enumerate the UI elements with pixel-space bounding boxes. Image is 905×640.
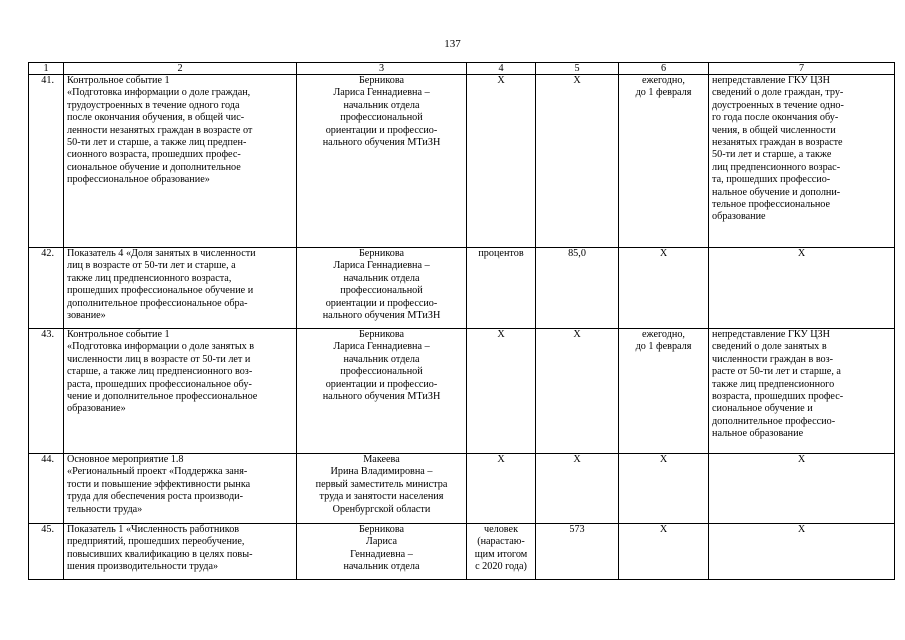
- column-header: 3: [297, 63, 467, 75]
- row-number: 45.: [29, 524, 64, 580]
- row-description: Показатель 4 «Доля занятых в численности лиц в возрасте от 50-ти лет и старше, а также лиц предпенсионного возраста, прошедших профессиональное обучение и дополнительное профессиональное обра- зование»: [64, 248, 297, 329]
- row-description: Основное мероприятие 1.8 «Региональный проект «Поддержка заня- тости и повышение эффективности рынка труда для обеспечения роста производи- тельности труда»: [64, 454, 297, 524]
- row-deadline: ежегодно, до 1 февраля: [619, 329, 709, 454]
- row-note: непредставление ГКУ ЦЗН сведений о доле граждан, тру- доустроенных в течение одно- го года после окончания обу- чения, в общей численности незанятых граждан в возрасте 50-ти лет и старше, а также лиц предпенсионного возрас- та, прошедших профессио- нальное обучение и дополни- тельное профессиональное образование: [709, 75, 895, 248]
- row-description: Показатель 1 «Численность работников предприятий, прошедших переобучение, повысивших квалификацию в целях повы- шения производительности труда»: [64, 524, 297, 580]
- table-row: [29, 524, 895, 580]
- row-responsible: Берникова Лариса Геннадиевна – начальник отдела профессиональной ориентации и профессио- нального обучения МТиЗН: [297, 248, 467, 329]
- row-number: 42.: [29, 248, 64, 329]
- row-value: 85,0: [536, 248, 619, 329]
- row-responsible: Берникова Лариса Геннадиевна – начальник отдела профессиональной ориентации и профессио- нального обучения МТиЗН: [297, 329, 467, 454]
- row-unit: X: [467, 75, 536, 248]
- row-note: непредставление ГКУ ЦЗН сведений о доле занятых в численности граждан в воз- расте от 50-ти лет и старше, а также лиц предпенсионного возраста, прошедших профес- сиональное обучение и дополнительное профессио- нальное образование: [709, 329, 895, 454]
- table-row: [29, 454, 895, 524]
- row-number: 41.: [29, 75, 64, 248]
- row-deadline: X: [619, 524, 709, 580]
- table-row: [29, 75, 895, 248]
- row-unit: человек (нарастаю- щим итогом с 2020 года): [467, 524, 536, 580]
- row-value: X: [536, 329, 619, 454]
- table-row: [29, 248, 895, 329]
- row-value: X: [536, 75, 619, 248]
- row-responsible: Берникова Лариса Геннадиевна – начальник отдела профессиональной ориентации и профессио- нального обучения МТиЗН: [297, 75, 467, 248]
- page-number: 137: [444, 38, 461, 50]
- column-header: 5: [536, 63, 619, 75]
- column-header: 6: [619, 63, 709, 75]
- plan-table: [28, 62, 895, 580]
- column-header: 4: [467, 63, 536, 75]
- row-deadline: ежегодно, до 1 февраля: [619, 75, 709, 248]
- row-note: X: [709, 454, 895, 524]
- row-deadline: X: [619, 454, 709, 524]
- column-header: 2: [64, 63, 297, 75]
- row-note: X: [709, 248, 895, 329]
- row-number: 44.: [29, 454, 64, 524]
- row-unit: X: [467, 454, 536, 524]
- row-note: X: [709, 524, 895, 580]
- row-responsible: Берникова Лариса Геннадиевна – начальник отдела: [297, 524, 467, 580]
- row-unit: X: [467, 329, 536, 454]
- row-value: 573: [536, 524, 619, 580]
- column-header: 7: [709, 63, 895, 75]
- row-description: Контрольное событие 1 «Подготовка информации о доле граждан, трудоустроенных в течение одного года после окончания обучения, в общей чис- ленности незанятых граждан в возрасте от 50-ти лет и старше, а также лиц предпен- сионного возраста, прошедших профес- сиональное обучение и дополнительное профессиональное образование»: [64, 75, 297, 248]
- column-header-row: [29, 63, 895, 75]
- row-value: X: [536, 454, 619, 524]
- row-description: Контрольное событие 1 «Подготовка информации о доле занятых в численности лиц в возрасте от 50-ти лет и старше, а также лиц предпенсионного воз- раста, прошедших профессиональное обу- чение и дополнительное профессиональное образование»: [64, 329, 297, 454]
- row-deadline: X: [619, 248, 709, 329]
- row-responsible: Макеева Ирина Владимировна – первый заместитель министра труда и занятости населения Оренбургской области: [297, 454, 467, 524]
- column-header: 1: [29, 63, 64, 75]
- row-unit: процентов: [467, 248, 536, 329]
- row-number: 43.: [29, 329, 64, 454]
- table-row: [29, 329, 895, 454]
